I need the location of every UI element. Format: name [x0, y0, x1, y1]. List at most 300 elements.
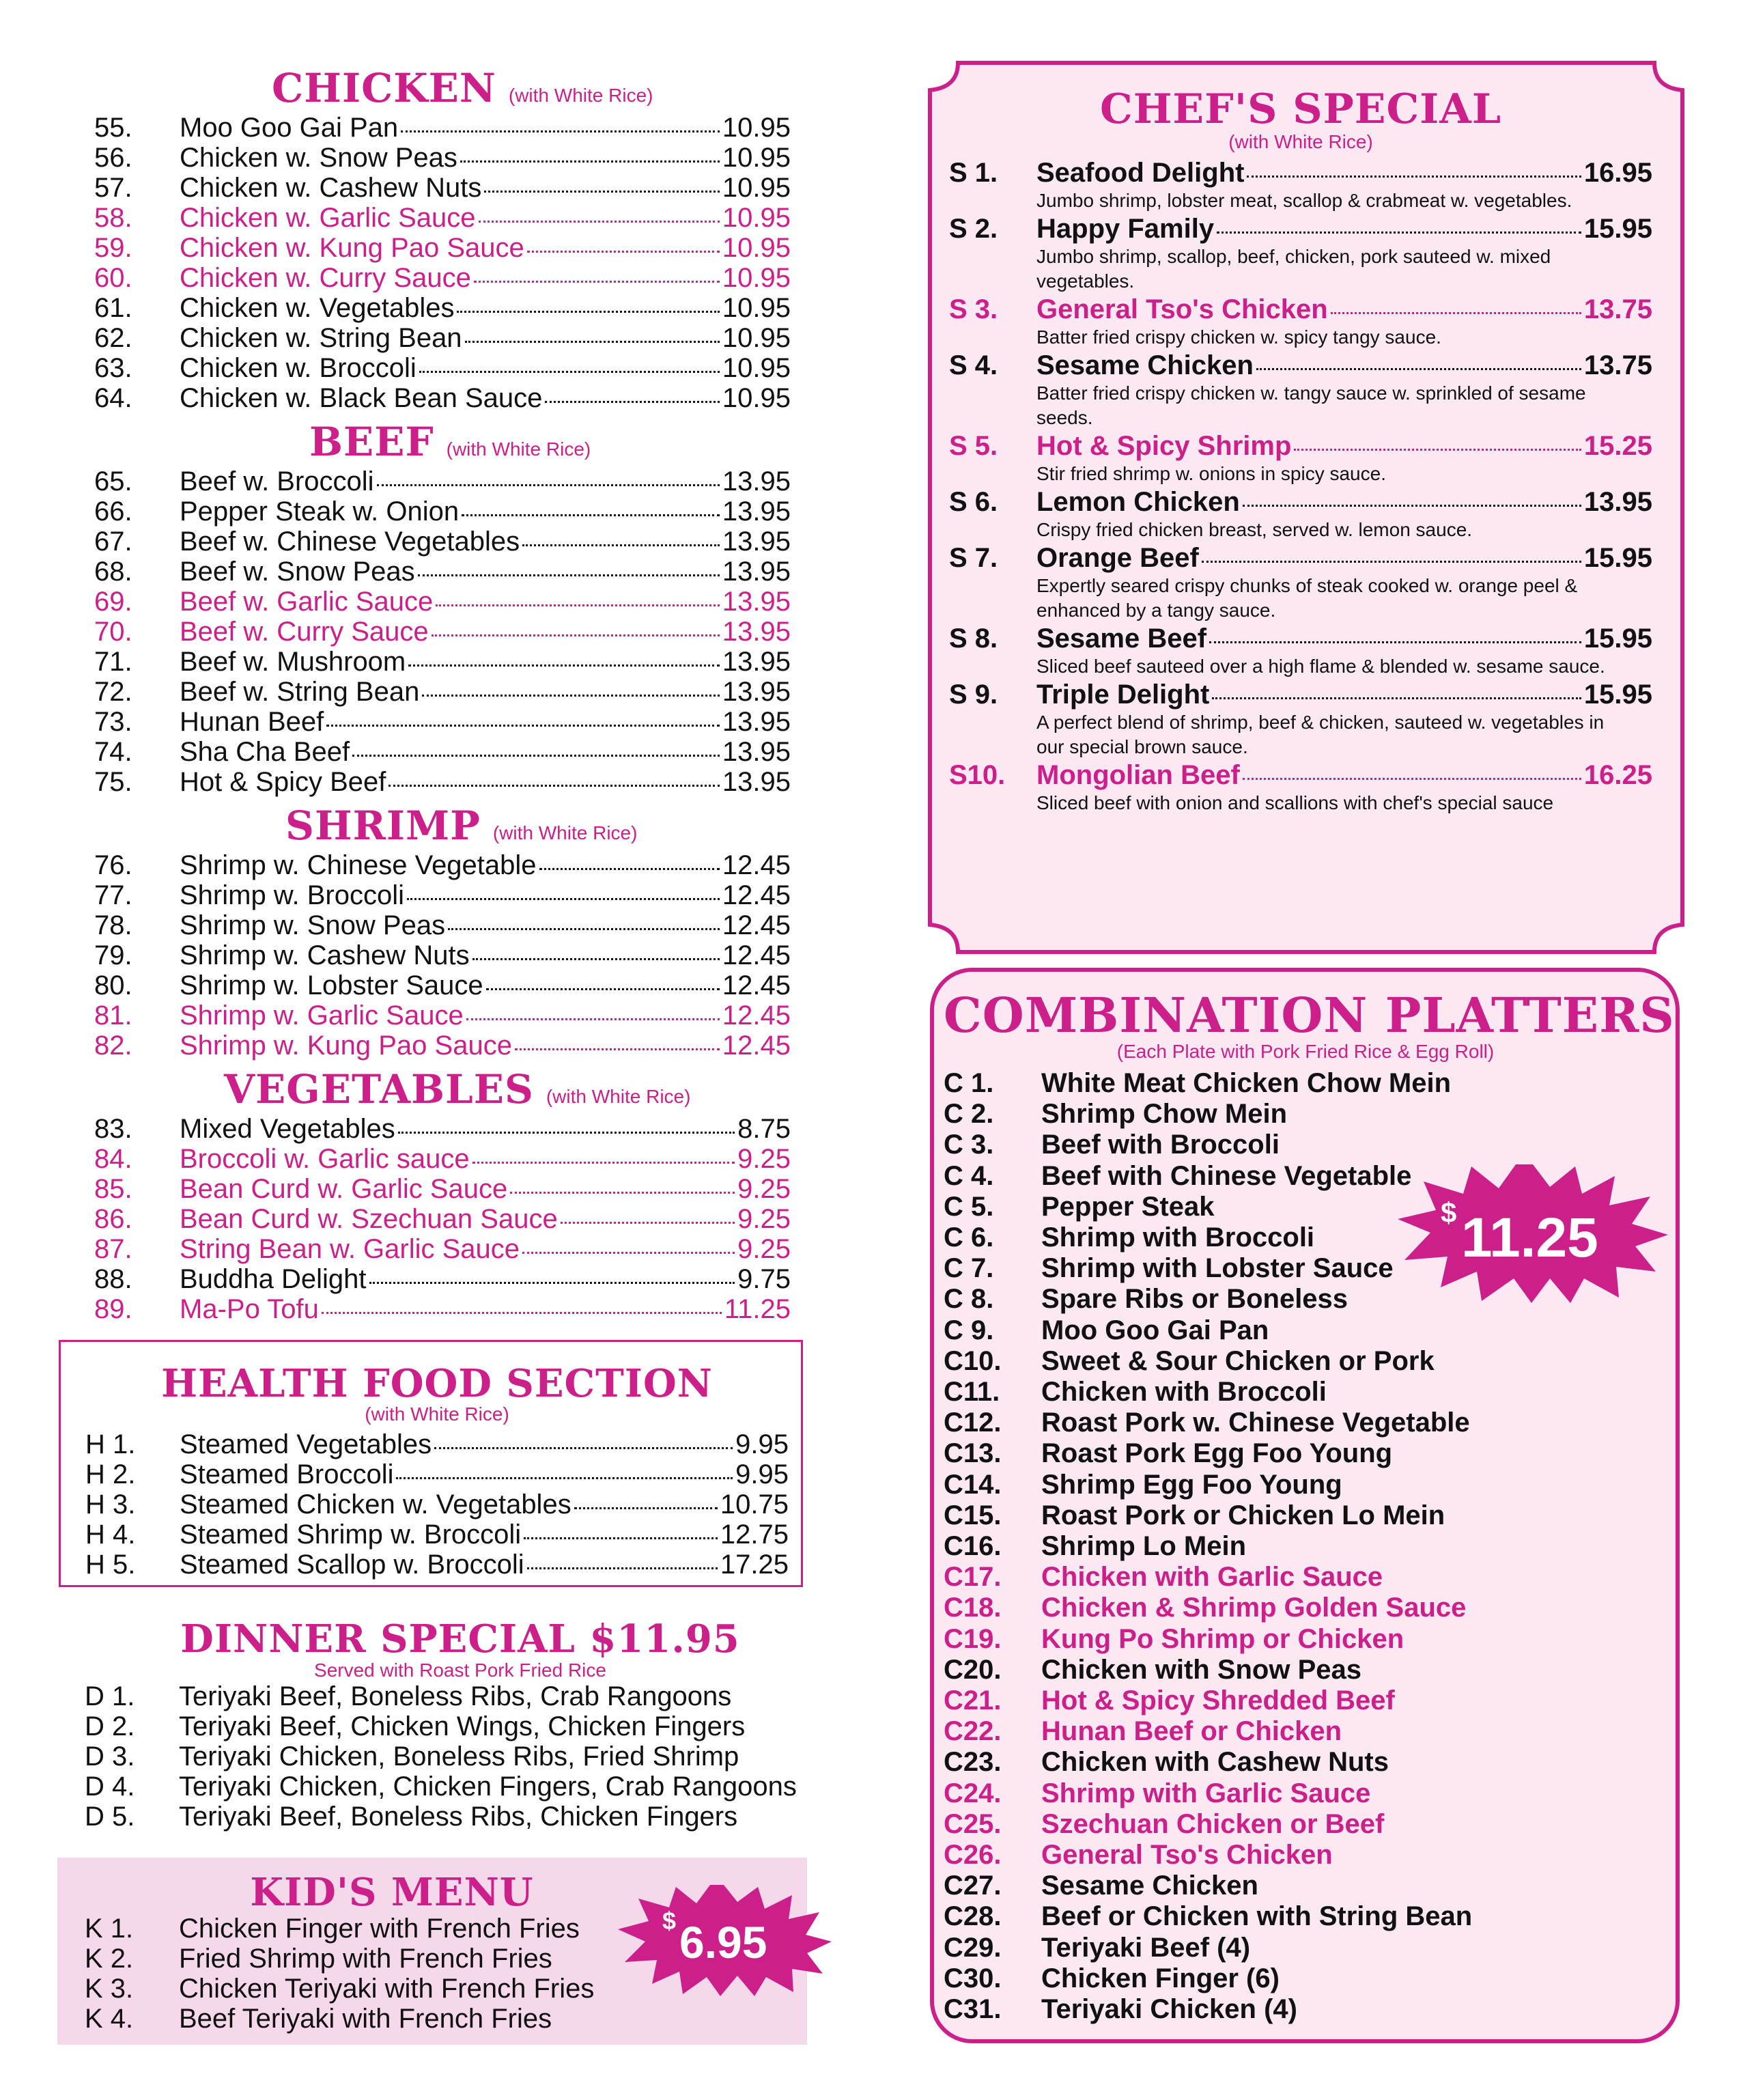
item-price: 10.95	[722, 263, 791, 293]
item-number: 65.	[94, 466, 132, 496]
dot-leader	[462, 514, 720, 516]
item-number: C 2.	[944, 1099, 994, 1130]
item-name: Buddha Delight	[180, 1264, 367, 1294]
dot-leader	[479, 221, 720, 223]
item-name: Chicken with Cashew Nuts	[1041, 1747, 1389, 1778]
item-name: Beef w. Snow Peas	[180, 557, 415, 587]
item-number: 67.	[94, 527, 132, 557]
item-name: Moo Goo Gai Pan	[1041, 1315, 1269, 1345]
item-name: Beef w. String Bean	[180, 677, 420, 707]
menu-item	[949, 679, 1652, 710]
combo-item	[944, 1068, 1667, 1099]
menu-item	[94, 173, 791, 203]
menu-item	[94, 233, 791, 263]
item-description: Jumbo shrimp, scallop, beef, chicken, pork sauteed w. mixed vegetables.	[1036, 246, 1551, 292]
item-number: 74.	[94, 737, 132, 767]
menu-item	[85, 1459, 789, 1489]
item-number: C20.	[944, 1654, 1002, 1685]
item-number: C22.	[944, 1716, 1002, 1747]
dot-leader	[322, 1312, 722, 1314]
item-number: 87.	[94, 1234, 132, 1264]
item-name: Hunan Beef	[180, 707, 324, 737]
item-price: 9.25	[737, 1144, 791, 1174]
item-number: 56.	[94, 143, 132, 173]
combo-item	[944, 1500, 1667, 1531]
vegetables-section-title: VEGETABLES (with White Rice)	[224, 1066, 691, 1112]
item-price: 10.75	[720, 1489, 789, 1520]
item-description: Crispy fried chicken breast, served w. lemon sauce.	[1036, 519, 1473, 540]
item-number: 80.	[94, 970, 132, 1000]
item-name: Shrimp Egg Foo Young	[1041, 1469, 1342, 1500]
item-number: C18.	[944, 1593, 1002, 1623]
combo-item	[944, 1901, 1667, 1932]
item-description: Expertly seared crispy chunks of steak cooked w. orange peel & enhanced by a tangy sauce.	[1036, 575, 1578, 621]
item-name: Teriyaki Beef, Chicken Wings, Chicken Fingers	[179, 1711, 746, 1741]
item-number: D 5.	[85, 1802, 135, 1832]
menu-item	[94, 587, 791, 617]
dot-leader	[515, 1048, 720, 1050]
menu-item	[94, 383, 791, 413]
menu-item	[94, 203, 791, 233]
dot-leader	[369, 1282, 735, 1284]
item-number: D 3.	[85, 1741, 135, 1772]
chicken-section-title: CHICKEN (with White Rice)	[272, 65, 653, 111]
menu-item	[85, 1520, 789, 1550]
item-name: Steamed Shrimp w. Broccoli	[180, 1520, 522, 1550]
combo-item	[944, 1531, 1667, 1562]
combo-item	[944, 1778, 1667, 1809]
menu-item	[949, 213, 1652, 244]
dot-leader	[419, 371, 720, 373]
item-number: 86.	[94, 1204, 132, 1234]
dinner-section-note: Served with Roast Pork Fried Rice	[314, 1660, 606, 1681]
dot-leader	[484, 191, 719, 193]
item-number: H 2.	[85, 1459, 136, 1489]
item-name: Mongolian Beef	[1036, 760, 1240, 790]
shrimp-section-title: SHRIMP (with White Rice)	[285, 802, 638, 849]
dot-leader	[574, 1507, 718, 1509]
menu-item	[85, 1489, 789, 1520]
menu-item	[94, 707, 791, 737]
item-number: 83.	[94, 1114, 132, 1144]
item-name: Triple Delight	[1036, 680, 1210, 710]
dot-leader	[1243, 505, 1581, 507]
item-number: 71.	[94, 647, 132, 677]
item-number: C 3.	[944, 1130, 994, 1160]
item-price: 12.45	[722, 1000, 791, 1031]
item-number: 75.	[94, 767, 132, 797]
item-number: 69.	[94, 587, 132, 617]
item-price: 13.95	[722, 466, 791, 496]
menu-item	[94, 263, 791, 293]
item-price: 13.95	[722, 617, 791, 647]
item-price: 13.95	[722, 587, 791, 617]
item-number: S 5.	[949, 431, 998, 461]
item-name: Sesame Beef	[1036, 624, 1207, 654]
item-number: 72.	[94, 677, 132, 707]
dot-leader	[1331, 312, 1581, 314]
item-name: Roast Pork or Chicken Lo Mein	[1041, 1500, 1445, 1530]
dot-leader	[545, 401, 719, 403]
menu-item	[85, 1550, 789, 1580]
menu-item	[949, 623, 1652, 654]
item-number: C13.	[944, 1438, 1002, 1469]
chicken-list	[94, 113, 791, 413]
item-name: General Tso's Chicken	[1041, 1840, 1333, 1871]
item-number: C21.	[944, 1685, 1002, 1716]
item-name: Shrimp w. Broccoli	[180, 880, 404, 910]
menu-item	[94, 677, 791, 707]
item-number: S10.	[949, 760, 1006, 790]
item-price: 12.45	[722, 970, 791, 1000]
item-name: Shrimp w. Lobster Sauce	[180, 970, 483, 1000]
menu-item	[94, 1144, 791, 1174]
item-number: C29.	[944, 1932, 1002, 1963]
combo-item	[944, 1130, 1667, 1160]
item-name: Hunan Beef or Chicken	[1041, 1716, 1342, 1747]
item-number: K 4.	[85, 2004, 134, 2034]
item-number: C 7.	[944, 1253, 994, 1284]
item-price: 13.95	[1583, 487, 1652, 517]
item-name: Sesame Chicken	[1041, 1871, 1258, 1901]
dot-leader	[1202, 561, 1581, 563]
item-price: 16.95	[1583, 158, 1652, 188]
item-number: 76.	[94, 850, 132, 880]
item-price: 12.45	[722, 910, 791, 940]
item-name: Kung Po Shrimp or Chicken	[1041, 1623, 1404, 1654]
combo-item	[944, 1438, 1667, 1469]
item-price: 12.45	[722, 1031, 791, 1061]
item-name: Beef or Chicken with String Bean	[1041, 1901, 1473, 1932]
item-name: Chicken with Garlic Sauce	[1041, 1562, 1383, 1593]
item-number: K 2.	[85, 1944, 134, 1974]
menu-item	[94, 940, 791, 970]
item-number: S 6.	[949, 487, 998, 517]
dot-leader	[401, 130, 720, 132]
item-price: 12.45	[722, 850, 791, 880]
combo-item	[944, 1994, 1667, 2025]
item-number: C 4.	[944, 1160, 994, 1191]
item-number: C23.	[944, 1747, 1002, 1778]
item-name: Steamed Vegetables	[180, 1429, 432, 1459]
dinner-section-title: DINNER SPECIAL $11.95	[180, 1616, 740, 1662]
item-price: 9.25	[737, 1234, 791, 1264]
item-name: Shrimp with Garlic Sauce	[1041, 1778, 1371, 1808]
menu-item	[85, 1429, 789, 1459]
item-description: A perfect blend of shrimp, beef & chicken, sauteed w. vegetables in our special brown sauce.	[1036, 712, 1605, 757]
item-description: Stir fried shrimp w. onions in spicy sauce.	[1036, 463, 1386, 484]
dot-leader	[1256, 368, 1581, 370]
item-price: 10.95	[722, 113, 791, 143]
item-price: 10.95	[722, 233, 791, 263]
item-name: Roast Pork Egg Foo Young	[1041, 1438, 1393, 1469]
dot-leader	[460, 160, 720, 163]
dot-leader	[326, 725, 720, 727]
item-number: 59.	[94, 233, 132, 263]
item-price: 13.95	[722, 737, 791, 767]
item-name: Beef with Broccoli	[1041, 1130, 1280, 1160]
menu-item	[94, 1264, 791, 1294]
item-name: Beef w. Chinese Vegetables	[180, 527, 520, 557]
dot-leader	[522, 1252, 735, 1254]
menu-item	[94, 496, 791, 527]
item-name: Chicken w. Snow Peas	[180, 143, 457, 173]
item-price: 13.75	[1583, 350, 1652, 380]
menu-item	[949, 542, 1652, 574]
item-price: 12.75	[720, 1520, 789, 1550]
item-number: K 3.	[85, 1974, 134, 2004]
item-number: H 4.	[85, 1520, 136, 1550]
dot-leader	[422, 695, 720, 697]
item-price: 10.95	[722, 143, 791, 173]
item-number: 58.	[94, 203, 132, 233]
menu-item	[94, 466, 791, 496]
item-price: 9.25	[737, 1204, 791, 1234]
shrimp-list	[94, 850, 791, 1061]
chef-section-note: (with White Rice)	[1228, 131, 1373, 152]
item-description: Batter fried crispy chicken w. spicy tangy sauce.	[1036, 326, 1441, 348]
dot-leader	[396, 1477, 733, 1479]
item-number: C30.	[944, 1963, 1002, 1993]
dot-leader	[389, 785, 720, 787]
combo-price-currency: $	[1441, 1196, 1457, 1229]
dot-leader	[510, 1192, 735, 1194]
item-price: 10.95	[722, 383, 791, 413]
item-number: 63.	[94, 353, 132, 383]
item-price: 10.95	[722, 203, 791, 233]
vegetables-list	[94, 1114, 791, 1324]
item-number: 61.	[94, 293, 132, 323]
item-price: 15.95	[1583, 543, 1652, 573]
left-column	[94, 65, 791, 1324]
item-number: 73.	[94, 707, 132, 737]
combo-item	[944, 1871, 1667, 1901]
item-name: Szechuan Chicken or Beef	[1041, 1808, 1385, 1839]
dot-leader	[1212, 697, 1581, 699]
item-name: Shrimp Lo Mein	[1041, 1531, 1246, 1562]
item-number: 88.	[94, 1264, 132, 1294]
combo-item	[944, 1963, 1667, 1994]
dinner-special	[85, 1616, 808, 1832]
item-name: Seafood Delight	[1036, 158, 1245, 188]
item-price: 13.95	[722, 767, 791, 797]
dot-leader	[377, 484, 720, 486]
item-name: Chicken with Snow Peas	[1041, 1654, 1362, 1685]
menu-item	[94, 850, 791, 880]
menu-item	[85, 1772, 808, 1802]
item-name: Lemon Chicken	[1036, 487, 1240, 517]
item-name: Roast Pork w. Chinese Vegetable	[1041, 1408, 1470, 1438]
item-price: 13.95	[722, 557, 791, 587]
dot-leader	[522, 544, 720, 546]
combo-item	[944, 1655, 1667, 1685]
menu-item	[94, 1204, 791, 1234]
item-number: S 2.	[949, 214, 998, 244]
item-name: Sesame Chicken	[1036, 350, 1254, 380]
combo-price-value: 11.25	[1461, 1207, 1598, 1269]
item-price: 12.45	[722, 940, 791, 970]
combo-item	[944, 1593, 1667, 1623]
item-number: C 5.	[944, 1191, 994, 1222]
combo-item	[944, 1315, 1667, 1346]
item-number: C17.	[944, 1562, 1002, 1593]
item-number: S 1.	[949, 158, 998, 188]
item-name: Chicken with Broccoli	[1041, 1377, 1327, 1408]
item-name: Chicken w. String Bean	[180, 323, 462, 353]
item-price: 9.95	[735, 1459, 789, 1489]
combo-price-starburst	[1396, 1161, 1669, 1304]
combo-item	[944, 1716, 1667, 1747]
item-number: 77.	[94, 880, 132, 910]
dot-leader	[466, 1018, 720, 1020]
combo-item	[944, 1624, 1667, 1655]
item-price: 15.25	[1583, 431, 1652, 461]
menu-item	[949, 157, 1652, 188]
item-number: 79.	[94, 940, 132, 970]
item-name: Chicken w. Curry Sauce	[180, 263, 471, 293]
combo-item	[944, 1470, 1667, 1500]
item-name: Shrimp w. Garlic Sauce	[180, 1000, 464, 1031]
item-name: String Bean w. Garlic Sauce	[180, 1234, 520, 1264]
item-number: C12.	[944, 1408, 1002, 1438]
dot-leader	[398, 1132, 735, 1134]
item-name: Teriyaki Chicken (4)	[1041, 1994, 1297, 2025]
item-name: Beef w. Mushroom	[180, 647, 406, 677]
item-price: 13.75	[1583, 294, 1652, 324]
dot-leader	[474, 281, 720, 283]
combo-item	[944, 1562, 1667, 1593]
item-name: Chicken w. Black Bean Sauce	[180, 383, 543, 413]
chef-list	[949, 157, 1652, 815]
item-name: Bean Curd w. Garlic Sauce	[180, 1174, 508, 1204]
menu-item	[94, 880, 791, 910]
menu-item	[85, 1681, 808, 1711]
item-name: Bean Curd w. Szechuan Sauce	[180, 1204, 558, 1234]
item-number: 66.	[94, 496, 132, 527]
item-name: Pepper Steak w. Onion	[180, 496, 460, 527]
menu-item	[94, 647, 791, 677]
item-price: 11.25	[724, 1294, 791, 1324]
menu-item	[94, 527, 791, 557]
dot-leader	[407, 898, 720, 900]
dot-leader	[432, 634, 720, 636]
menu-item	[94, 1000, 791, 1031]
item-number: D 4.	[85, 1772, 135, 1802]
menu-item	[94, 557, 791, 587]
menu-item	[94, 1174, 791, 1204]
item-price: 10.95	[722, 173, 791, 203]
item-price: 13.95	[722, 647, 791, 677]
chef-section-title: CHEF'S SPECIAL	[1099, 85, 1502, 133]
item-price: 13.95	[722, 527, 791, 557]
menu-item	[949, 350, 1652, 381]
dot-leader	[472, 958, 720, 960]
item-number: 62.	[94, 323, 132, 353]
item-description: Sliced beef with onion and scallions with chef's special sauce	[1036, 792, 1554, 813]
item-price: 10.95	[722, 293, 791, 323]
item-name: Hot & Spicy Shredded Beef	[1041, 1685, 1395, 1716]
menu-item	[94, 617, 791, 647]
item-name: Hot & Spicy Shrimp	[1036, 431, 1292, 461]
menu-item	[94, 970, 791, 1000]
item-number: C 1.	[944, 1068, 994, 1098]
item-name: Chicken & Shrimp Golden Sauce	[1041, 1593, 1467, 1623]
item-price: 13.95	[722, 707, 791, 737]
item-name: Shrimp w. Chinese Vegetable	[180, 850, 537, 880]
menu-item	[85, 1741, 808, 1772]
dot-leader	[418, 574, 720, 576]
item-name: Shrimp with Lobster Sauce	[1041, 1253, 1394, 1284]
dot-leader	[1209, 641, 1581, 643]
item-name: Sweet & Sour Chicken or Pork	[1041, 1345, 1435, 1376]
dot-leader	[448, 928, 720, 930]
item-number: 89.	[94, 1294, 132, 1324]
item-description: Batter fried crispy chicken w. tangy sauce w. sprinkled of sesame seeds.	[1036, 382, 1586, 428]
kids-price-value: 6.95	[679, 1917, 767, 1968]
dot-leader	[527, 1567, 718, 1569]
item-name: Chicken Teriyaki with French Fries	[179, 1974, 595, 2004]
item-number: C10.	[944, 1345, 1002, 1376]
item-price: 15.95	[1583, 624, 1652, 654]
item-number: 85.	[94, 1174, 132, 1204]
menu-item	[949, 759, 1652, 791]
kids-section-title: KID'S MENU	[250, 1870, 534, 1915]
item-price: 12.45	[722, 880, 791, 910]
item-number: H 3.	[85, 1489, 136, 1520]
item-name: Steamed Scallop w. Broccoli	[180, 1550, 524, 1580]
item-number: C14.	[944, 1469, 1002, 1500]
health-section-title: HEALTH FOOD SECTION	[161, 1361, 713, 1406]
item-name: Chicken w. Broccoli	[180, 353, 416, 383]
item-name: Ma-Po Tofu	[180, 1294, 319, 1324]
menu-item	[85, 1711, 808, 1741]
menu-item	[94, 1234, 791, 1264]
item-price: 10.95	[722, 323, 791, 353]
combo-item	[944, 1747, 1667, 1778]
item-number: 64.	[94, 383, 132, 413]
dot-leader	[408, 664, 720, 667]
item-name: Fried Shrimp with French Fries	[179, 1944, 552, 1974]
item-description: Sliced beef sauteed over a high flame & blended w. sesame sauce.	[1036, 656, 1605, 677]
chef-special	[949, 87, 1652, 815]
item-name: Hot & Spicy Beef	[180, 767, 386, 797]
dot-leader	[472, 1162, 735, 1164]
item-number: 55.	[94, 113, 132, 143]
dot-leader	[486, 988, 720, 990]
beef-section-title: BEEF (with White Rice)	[309, 419, 591, 465]
dinner-list	[85, 1681, 808, 1832]
combo-item	[944, 1377, 1667, 1408]
item-number: 68.	[94, 557, 132, 587]
dot-leader	[1217, 232, 1581, 234]
item-number: 78.	[94, 910, 132, 940]
item-name: Mixed Vegetables	[180, 1114, 395, 1144]
item-price: 8.75	[737, 1114, 791, 1144]
menu-item	[94, 293, 791, 323]
item-number: C24.	[944, 1778, 1002, 1808]
item-name: Pepper Steak	[1041, 1191, 1215, 1222]
kids-price-starburst	[615, 1881, 833, 1998]
dot-leader	[457, 311, 719, 313]
beef-list	[94, 466, 791, 797]
dot-leader	[465, 341, 720, 343]
item-number: C27.	[944, 1871, 1002, 1901]
item-number: 81.	[94, 1000, 132, 1031]
menu-item	[94, 113, 791, 143]
item-number: D 2.	[85, 1711, 135, 1741]
dot-leader	[1294, 449, 1581, 451]
kids-price-currency: $	[662, 1907, 677, 1935]
